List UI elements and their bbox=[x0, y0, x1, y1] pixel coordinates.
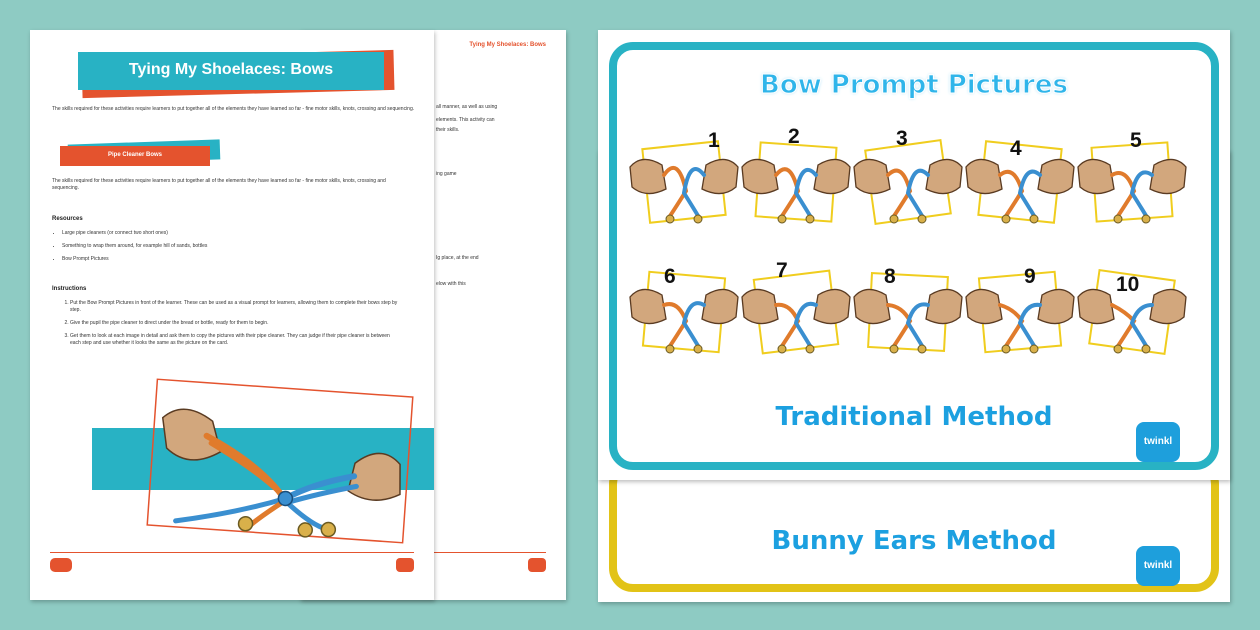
bow-step-9 bbox=[964, 255, 1076, 355]
step-number: 10 bbox=[1116, 273, 1140, 296]
bow-step-5 bbox=[1076, 125, 1188, 225]
bow-step-7 bbox=[740, 255, 852, 355]
back-snippet: elements. This activity can bbox=[436, 117, 495, 123]
list-item: 2. Give the pupil the pipe cleaner to direct under the bread or bottle, ready for them to begin. bbox=[70, 320, 398, 327]
bow-step-illustration bbox=[740, 135, 852, 235]
back-snippet: their skills. bbox=[436, 127, 460, 133]
bow-step-illustration bbox=[852, 135, 964, 235]
document-title: Tying My Shoelaces: Bows bbox=[128, 61, 334, 78]
resources-list bbox=[56, 230, 396, 263]
resources-heading: Resources bbox=[52, 216, 83, 222]
back-snippet: ing game bbox=[436, 171, 457, 177]
bow-step-4 bbox=[964, 125, 1076, 225]
bow-step-8 bbox=[852, 255, 964, 355]
instructions-heading: Instructions bbox=[52, 286, 87, 292]
bow-step-6 bbox=[628, 255, 740, 355]
back-snippet: all manner, as well as using bbox=[436, 104, 498, 110]
list-item: • Bow Prompt Pictures bbox=[62, 256, 396, 263]
step-number: 8 bbox=[884, 265, 896, 288]
step-number: 7 bbox=[776, 259, 788, 282]
bow-step-illustration bbox=[628, 135, 740, 235]
bow-step-illustration bbox=[740, 265, 852, 365]
list-item: • Large pipe cleaners (or connect two short ones) bbox=[62, 230, 396, 237]
twinkl-logo-icon: twinkl bbox=[1136, 546, 1180, 586]
step-number: 6 bbox=[664, 265, 676, 288]
twinkl-logo-icon bbox=[396, 558, 414, 572]
step-number: 4 bbox=[1010, 137, 1022, 160]
bow-step-illustration bbox=[628, 265, 740, 365]
step-number: 5 bbox=[1130, 129, 1142, 152]
step-number: 1 bbox=[708, 129, 720, 152]
bow-step-illustration bbox=[964, 265, 1076, 365]
intro-text: The skills required for these activities require learners to put together all of the elements they have learned so far - fine motor skills, knots, crossing and sequencing. bbox=[52, 106, 415, 112]
twinkl-logo-icon bbox=[50, 558, 72, 572]
section-title: Pipe Cleaner Bows bbox=[107, 152, 163, 158]
shoelace-bow-illustration bbox=[145, 377, 415, 545]
bow-step-3 bbox=[852, 125, 964, 225]
back-snippet: Ig place, at the end bbox=[436, 255, 479, 261]
instructions-list bbox=[58, 300, 398, 347]
list-item: 3. Get them to look at each image in detail and ask them to copy the pictures with their pipe cleaner. They can judge if their pipe cleaner is between each step and use whether it looks the same as the picture on the card. bbox=[70, 333, 398, 347]
bow-step-2 bbox=[740, 125, 852, 225]
footer-rule bbox=[50, 552, 414, 553]
method-title-front: Traditional Method bbox=[775, 402, 1053, 432]
section-banner bbox=[60, 144, 218, 168]
twinkl-logo-icon bbox=[528, 558, 546, 572]
twinkl-logo-icon: twinkl bbox=[1136, 422, 1180, 462]
bow-step-illustration bbox=[852, 265, 964, 365]
section-intro: The skills required for these activities require learners to put together all of the elements they have learned so far - fine motor skills, knots, crossing and sequencing. bbox=[52, 178, 386, 191]
method-title-back: Bunny Ears Method bbox=[771, 526, 1057, 556]
title-banner bbox=[78, 48, 388, 96]
bow-step-1 bbox=[628, 125, 740, 225]
list-item: 1. Put the Bow Prompt Pictures in front of the learner. These can be used as a visual prompt for learners, allowing them to complete their bows step by step. bbox=[70, 300, 398, 314]
card-title: Bow Prompt Pictures bbox=[760, 70, 1068, 100]
card-traditional bbox=[598, 30, 1230, 480]
bow-step-10 bbox=[1076, 255, 1188, 355]
list-item: • Something to wrap them around, for example hill of sands, bottles bbox=[62, 243, 396, 250]
document-front-page bbox=[30, 30, 434, 600]
back-snippet: elow with this bbox=[436, 281, 466, 287]
back-header: Tying My Shoelaces: Bows bbox=[469, 42, 546, 48]
step-number: 9 bbox=[1024, 265, 1036, 288]
step-number: 2 bbox=[788, 125, 800, 148]
step-number: 3 bbox=[896, 127, 908, 150]
